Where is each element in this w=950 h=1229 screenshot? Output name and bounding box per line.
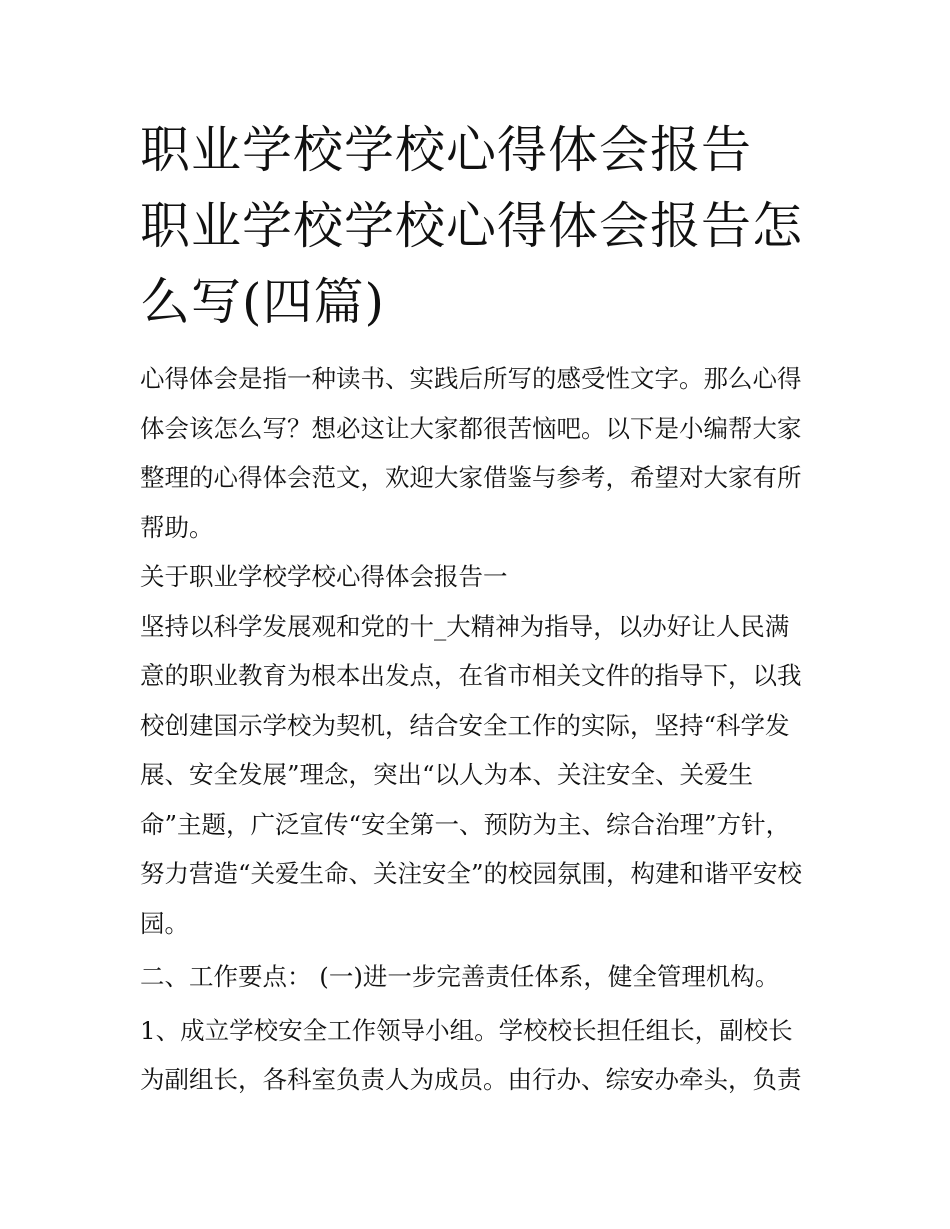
paragraph-line: 校创建国示学校为契机，结合安全工作的实际，坚持“科学发 xyxy=(140,710,790,740)
paragraph-line: 整理的心得体会范文，欢迎大家借鉴与参考，希望对大家有所 xyxy=(140,463,802,492)
paragraph-line: 坚持以科学发展观和党的十_大精神为指导，以办好让人民满 xyxy=(140,611,790,641)
paragraph-line: 体会该怎么写？想必这让大家都很苦恼吧。以下是小编帮大家 xyxy=(140,413,802,443)
paragraph-line: 1、成立学校安全工作领导小组。学校校长担任组长，副校长 xyxy=(140,1015,793,1045)
paragraph-line: 心得体会是指一种读书、实践后所写的感受性文字。那么心得 xyxy=(140,364,802,393)
section-heading: 关于职业学校学校心得体会报告一 xyxy=(140,562,508,591)
paragraph-line: 意的职业教育为根本出发点，在省市相关文件的指导下，以我 xyxy=(140,661,802,690)
paragraph-line: 努力营造“关爱生命、关注安全”的校园氛围，构建和谐平安校 xyxy=(140,859,803,888)
document-body xyxy=(140,354,812,1105)
document-title: 职业学校学校心得体会报告 职业学校学校心得体会报告怎么写(四篇) xyxy=(140,121,803,331)
paragraph-line: 为副组长，各科室负责人为成员。由行办、综安办牵头，负责 xyxy=(140,1065,802,1094)
document-content xyxy=(140,112,812,1105)
paragraph-line: 展、安全发展”理念，突出“以人为本、关注安全、关爱生 xyxy=(140,760,754,789)
paragraph-line: 帮助。 xyxy=(140,512,214,542)
paragraph-line: 园。 xyxy=(140,908,189,938)
paragraph-line: 二、工作要点： (一)进一步完善责任体系，健全管理机构。 xyxy=(140,962,780,991)
paragraph-line: 命”主题，广泛宣传“安全第一、预防为主、综合治理”方针， xyxy=(140,809,791,839)
